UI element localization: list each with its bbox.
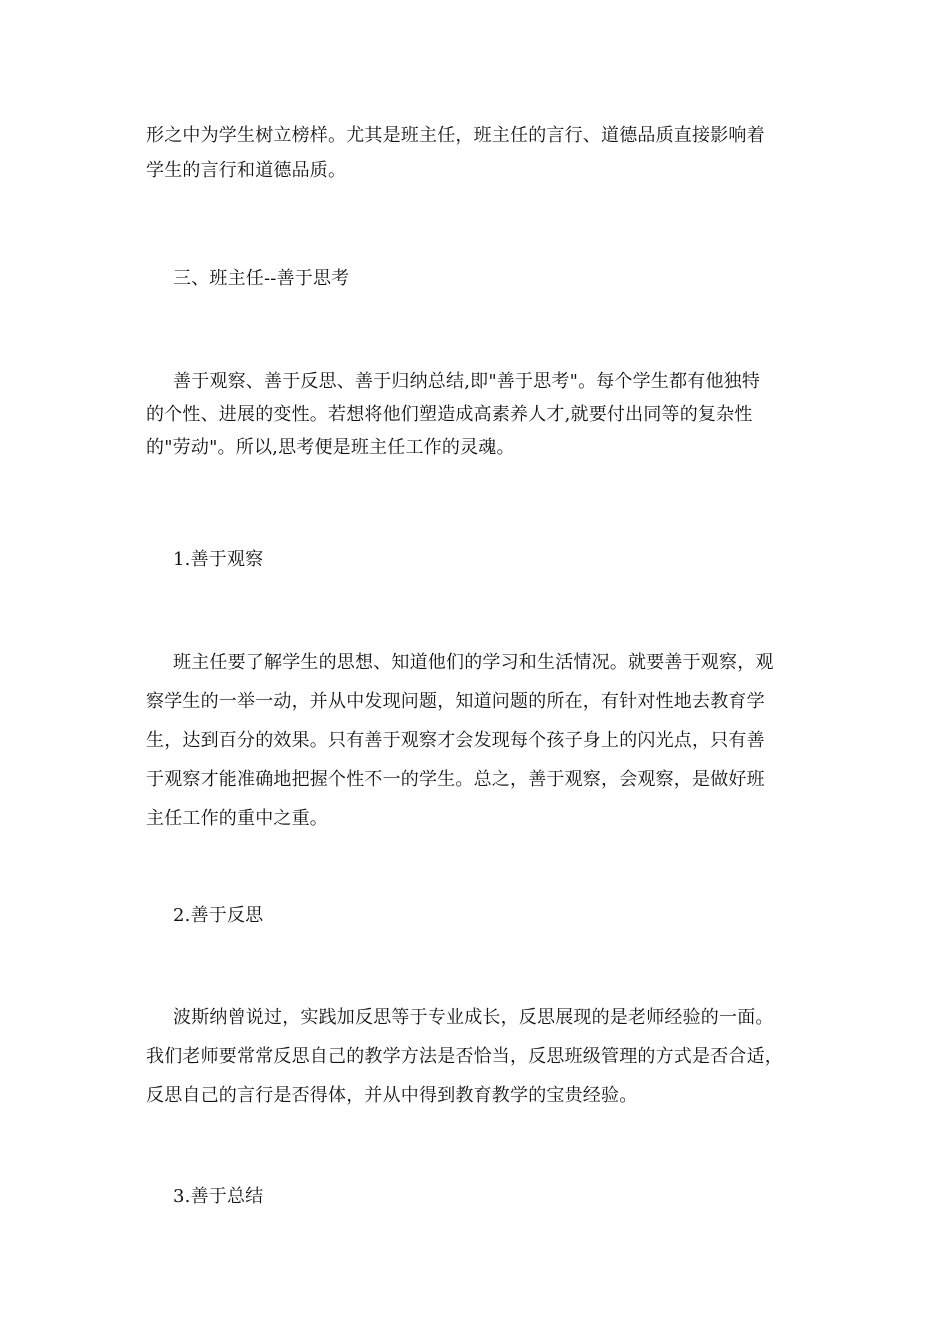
reflect-paragraph [146, 1004, 806, 1110]
section-heading-text: 三、班主任--善于思考 [173, 268, 350, 289]
text-line: 班主任要了解学生的思想、知道他们的学习和生活情况。就要善于观察，观 [173, 652, 774, 673]
text-line: 学生的言行和道德品质。 [146, 160, 347, 181]
text-line: 于观察才能准确地把握个性不一的学生。总之，善于观察，会观察，是做好班 [146, 769, 765, 790]
section-heading [146, 265, 806, 293]
subheading-text: 2.善于反思 [173, 905, 264, 926]
text-line: 我们老师要常常反思自己的教学方法是否恰当，反思班级管理的方式是否合适， [146, 1046, 783, 1067]
observe-paragraph [146, 649, 806, 833]
text-line: 善于观察、善于反思、善于归纳总结,即"善于思考"。每个学生都有他独特 [173, 371, 761, 392]
subheading-summarize [146, 1183, 806, 1211]
subheading-observe [146, 546, 806, 574]
subheading-reflect [146, 902, 806, 930]
subheading-text: 1.善于观察 [173, 549, 264, 570]
text-line: 主任工作的重中之重。 [146, 808, 328, 829]
text-line: 波斯纳曾说过，实践加反思等于专业成长，反思展现的是老师经验的一面。 [173, 1007, 774, 1028]
subheading-text: 3.善于总结 [173, 1186, 264, 1207]
paragraph-continuation [146, 122, 806, 185]
text-line: 的"劳动"。所以,思考便是班主任工作的灵魂。 [146, 437, 515, 458]
text-line: 察学生的一举一动，并从中发现问题，知道问题的所在，有针对性地去教育学 [146, 691, 765, 712]
text-line: 的个性、进展的变性。若想将他们塑造成高素养人才,就要付出同等的复杂性 [146, 404, 753, 425]
section-intro-paragraph [146, 368, 806, 462]
text-line: 反思自己的言行是否得体，并从中得到教育教学的宝贵经验。 [146, 1085, 638, 1106]
text-line: 生，达到百分的效果。只有善于观察才会发现每个孩子身上的闪光点，只有善 [146, 730, 765, 751]
text-line: 形之中为学生树立榜样。尤其是班主任，班主任的言行、道德品质直接影响着 [146, 125, 765, 146]
